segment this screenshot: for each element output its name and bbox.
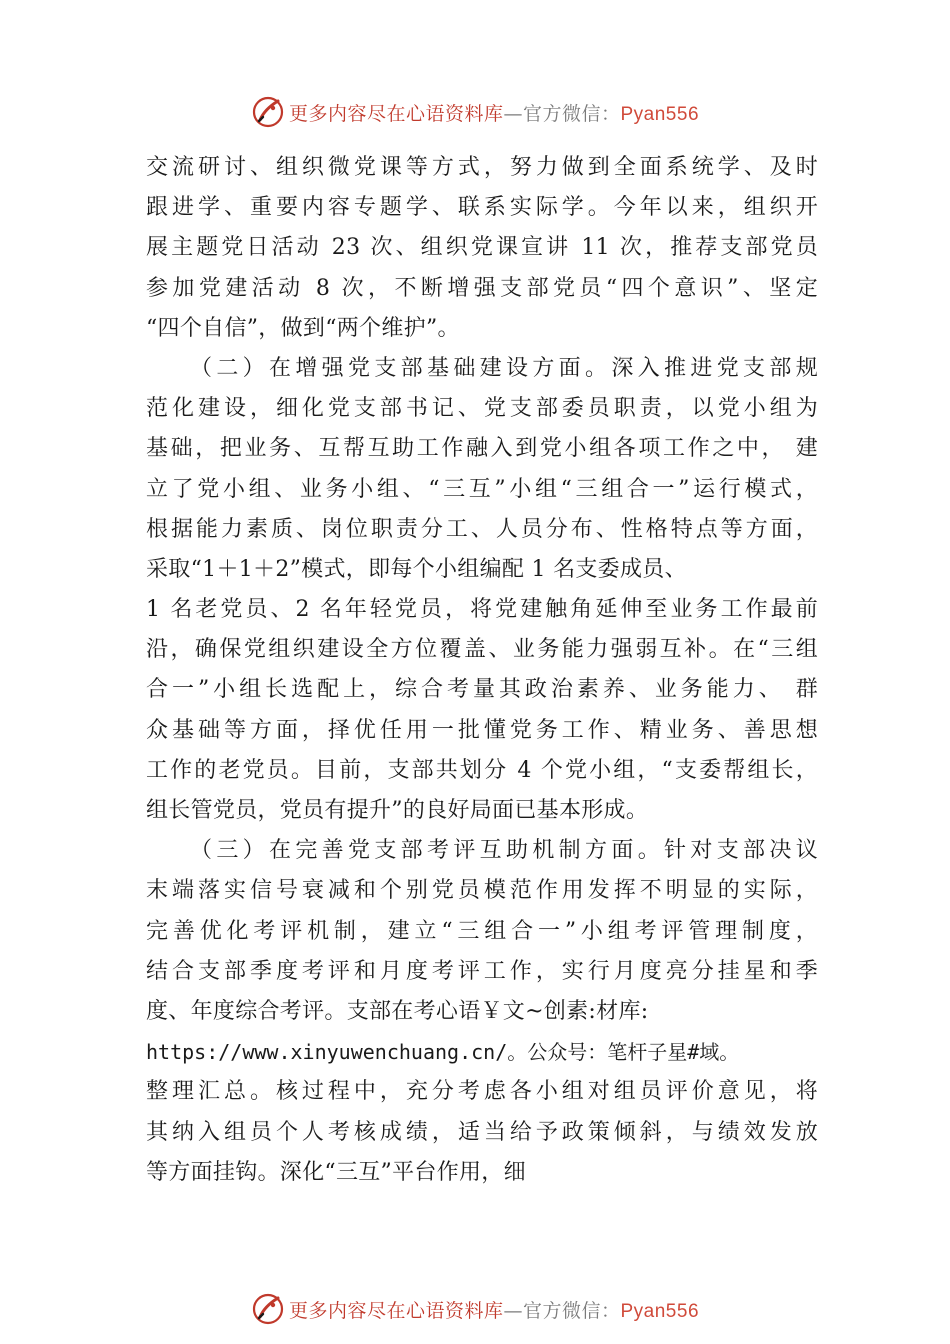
text-line: 展主题党日活动 23 次、组织党课宣讲 11 次，推荐支部党员 (146, 235, 818, 261)
text-line: 采取“1＋1＋2”模式，即每个小组编配 1 名支委成员、 (146, 556, 687, 582)
text-line: 末端落实信号衰减和个别党员模范作用发挥不明显的实际， (146, 878, 818, 904)
text-line: 结合支部季度考评和月度考评工作，实行月度亮分挂星和季 (146, 958, 818, 984)
brush-logo-icon (251, 1292, 285, 1326)
text-line: 组长管党员，党员有提升”的良好局面已基本形成。 (146, 798, 649, 823)
text-line: 立了党小组、业务小组、“三互”小组“三组合一”运行模式， (146, 476, 818, 502)
footer-wechat-label: 官方微信： (522, 1299, 621, 1322)
url-line: https://www.xinyuwenchuang.cn/。公众号：笔杆子星#域。 (146, 1040, 740, 1065)
footer-wechat-handle: Pyan556 (620, 1300, 700, 1322)
text-line: 沿，确保党组织建设全方位覆盖、业务能力强弱互补。在“三组 (146, 637, 818, 663)
brush-logo-icon (251, 95, 285, 129)
footer-banner-text (289, 1296, 699, 1323)
text-line: 工作的老党员。目前，支部共划分 4 个党小组，“支委帮组长， (146, 757, 818, 783)
header-wechat-handle: Pyan556 (620, 103, 700, 125)
document-body (146, 148, 818, 1193)
text-line: 众基础等方面，择优任用一批懂党务工作、精业务、善思想 (146, 717, 818, 743)
text-line: 1 名老党员、2 名年轻党员，将党建触角延伸至业务工作最前 (146, 597, 818, 623)
header-brand: 更多内容尽在心语资料库 (288, 102, 504, 125)
header-banner (0, 92, 950, 132)
header-banner-text (289, 99, 699, 126)
footer-banner (0, 1289, 950, 1329)
text-line: 整理汇总。核过程中，充分考虑各小组对组员评价意见，将 (146, 1079, 818, 1105)
text-line: 跟进学、重要内容专题学、联系实际学。今年以来，组织开 (146, 195, 818, 221)
text-line: “四个自信”，做到“两个维护”。 (146, 315, 460, 341)
text-line: 合一”小组长选配上，综合考量其政治素养、业务能力、 群 (146, 677, 818, 703)
text-line: 度、年度综合考评。支部在考心语￥文~创素:材库: (146, 998, 649, 1024)
section-heading-line: （二）在增强党支部基础建设方面。深入推进党支部规 (190, 355, 818, 381)
header-wechat-label: 官方微信： (522, 102, 621, 125)
text-line: 等方面挂钩。深化“三互”平台作用，细 (146, 1159, 526, 1185)
text-line: 交流研讨、组织微党课等方式，努力做到全面系统学、及时 (146, 155, 818, 180)
text-line: 其纳入组员个人考核成绩，适当给予政策倾斜，与绩效发放 (146, 1119, 818, 1145)
text-line: 参加党建活动 8 次，不断增强支部党员“四个意识”、坚定 (146, 275, 818, 301)
header-dash: — (503, 102, 523, 125)
text-line: 完善优化考评机制，建立“三组合一”小组考评管理制度， (146, 918, 818, 944)
section-heading-line: （三）在完善党支部考评互助机制方面。针对支部决议 (190, 838, 818, 864)
text-line: 基础，把业务、互帮互助工作融入到党小组各项工作之中， 建 (146, 436, 818, 462)
footer-brand: 更多内容尽在心语资料库 (288, 1299, 504, 1322)
text-line: 根据能力素质、岗位职责分工、人员分布、性格特点等方面， (146, 516, 818, 542)
footer-dash: — (503, 1299, 523, 1322)
text-line: 范化建设，细化党支部书记、党支部委员职责，以党小组为 (146, 396, 818, 422)
